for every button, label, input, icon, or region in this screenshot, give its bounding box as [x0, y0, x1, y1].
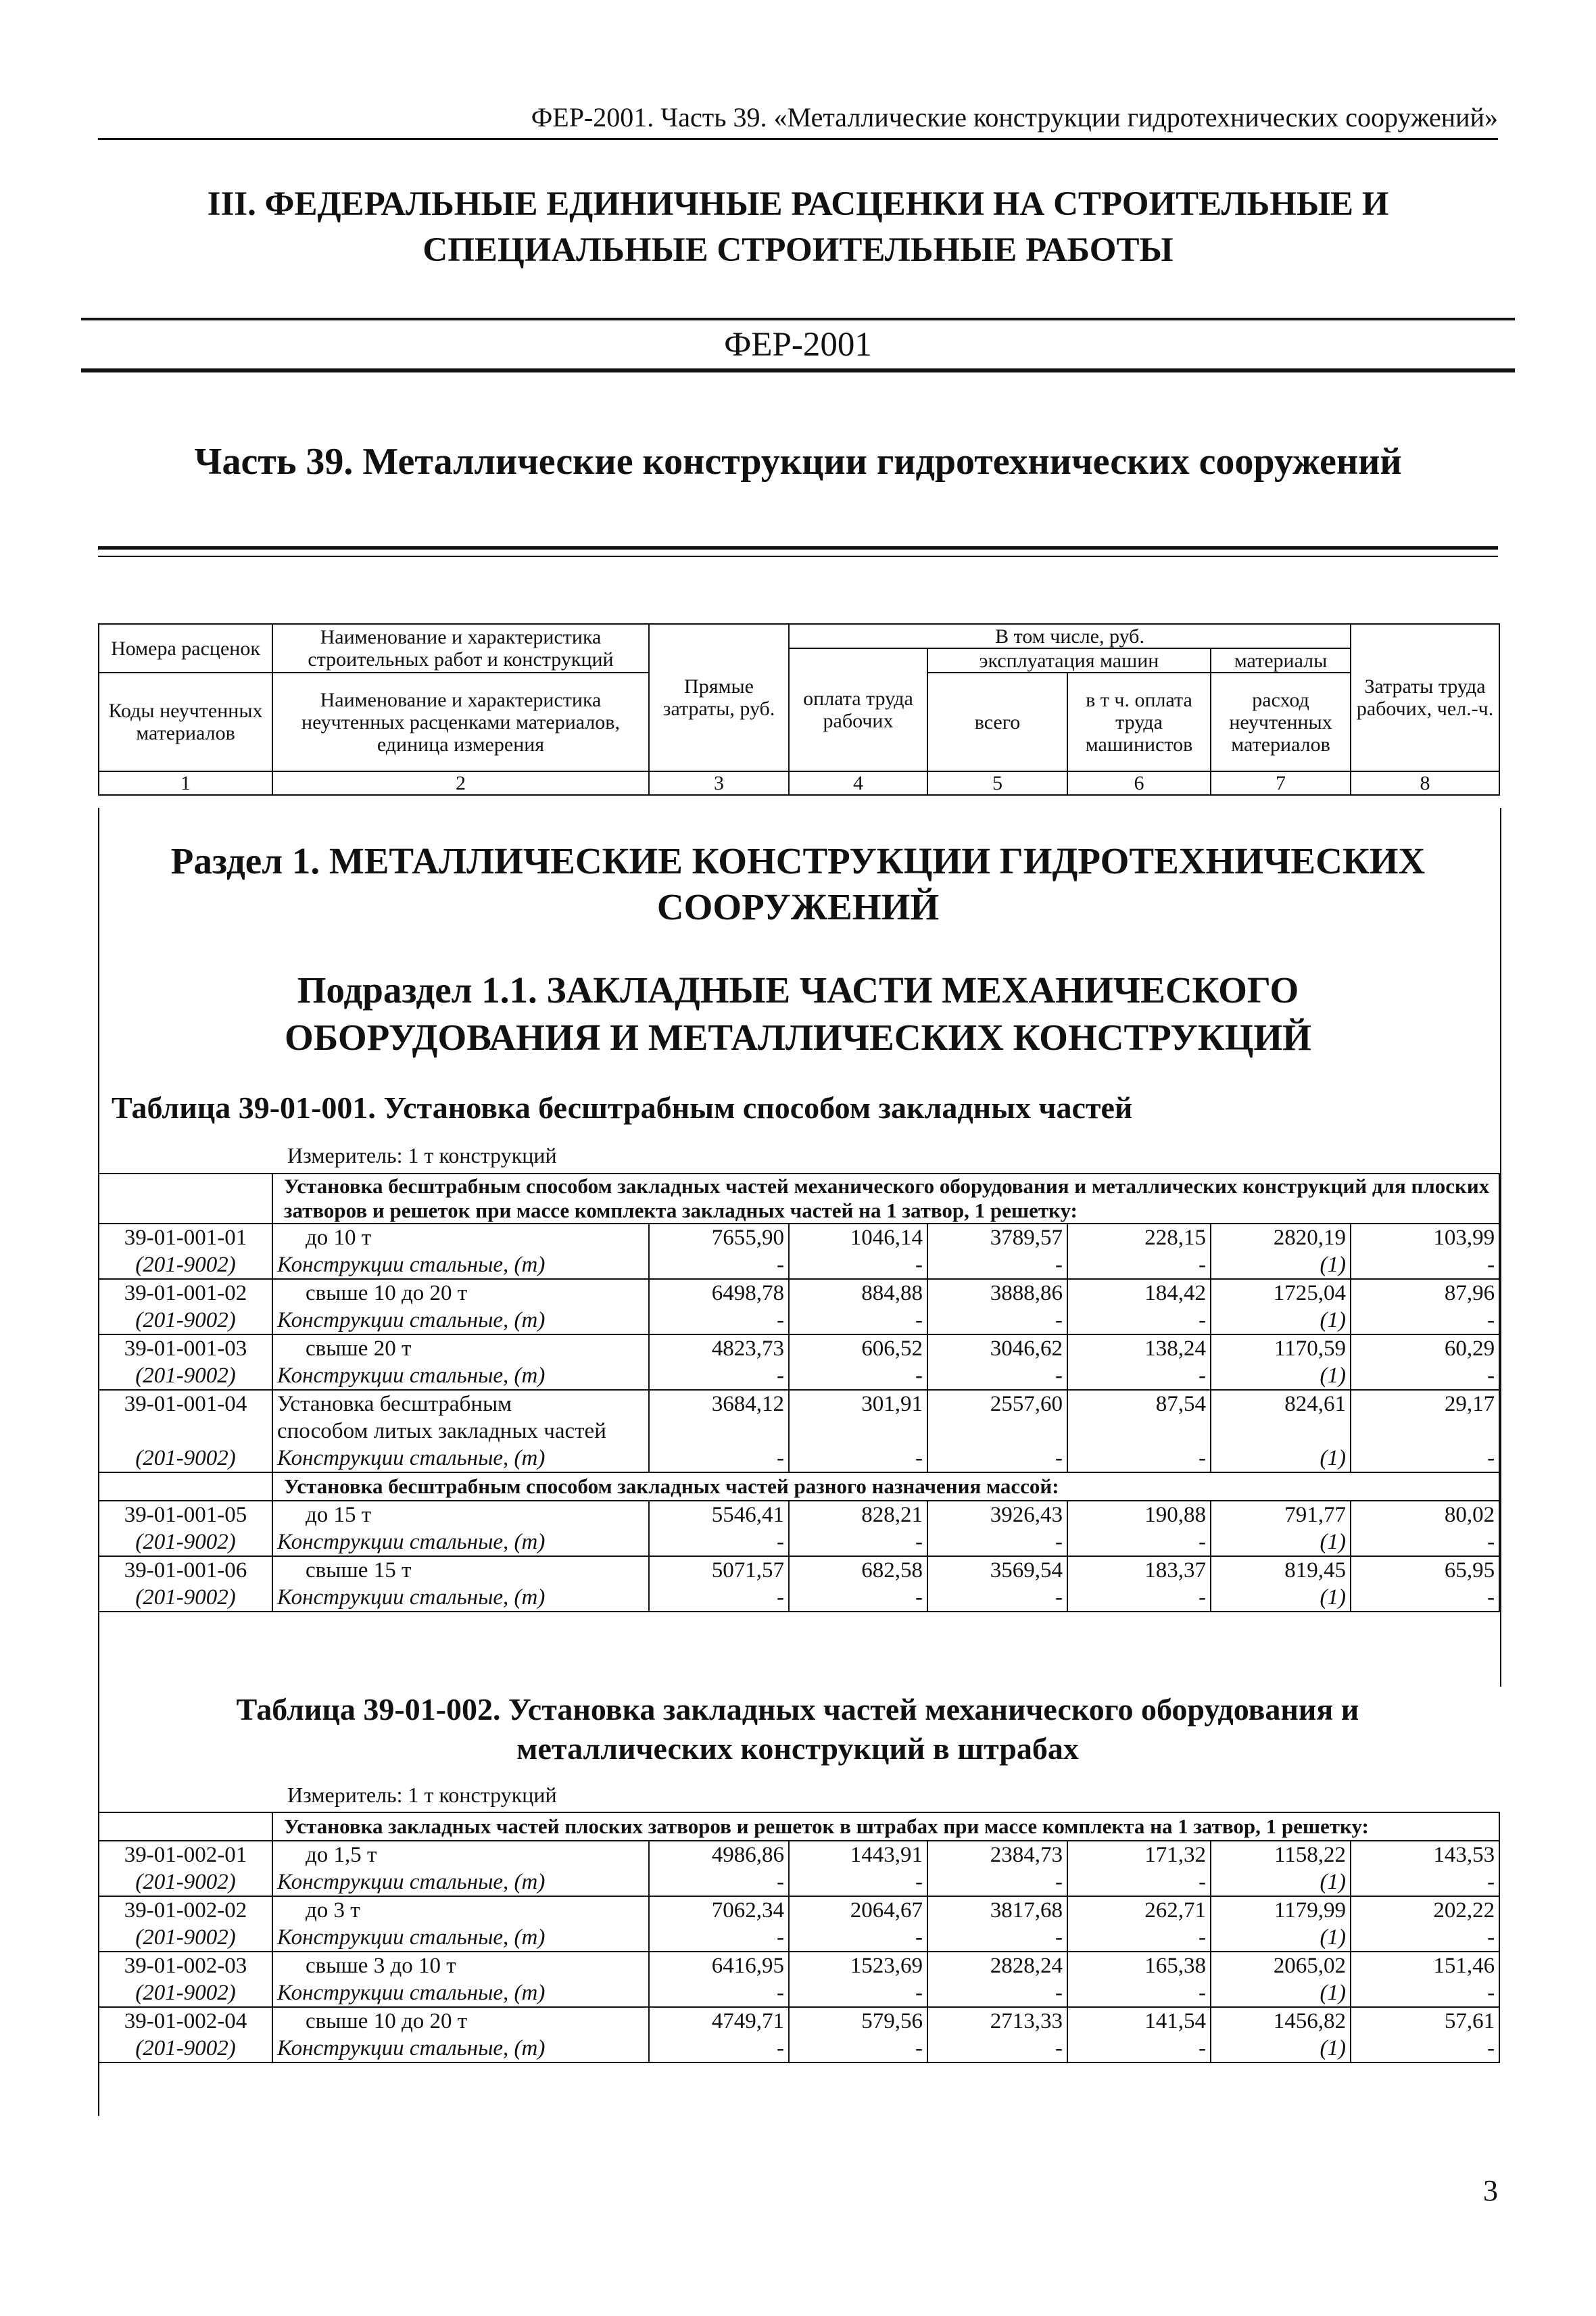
machinist-labor-cost: 228,15: [1067, 1224, 1211, 1251]
rate-code: 39-01-001-06: [99, 1556, 272, 1584]
materials-cost: 1170,59: [1211, 1334, 1351, 1362]
dash-cell: -: [927, 2035, 1067, 2062]
materials-cost: 824,61: [1211, 1390, 1351, 1418]
dash-cell: -: [1067, 1251, 1211, 1279]
machinist-labor-cost: 183,37: [1067, 1556, 1211, 1584]
labor-hours: 87,96: [1351, 1279, 1499, 1307]
dash-cell: -: [1351, 1924, 1499, 1952]
dash-cell: -: [1067, 2035, 1211, 2062]
part-title: Часть 39. Металлические конструкции гидротехнических сооружений: [194, 441, 1402, 483]
podrazdel-line1: Подраздел 1.1. ЗАКЛАДНЫЕ ЧАСТИ МЕХАНИЧЕСКОГО: [297, 969, 1299, 1011]
labor-hours: 57,61: [1351, 2007, 1499, 2035]
table-row: [99, 1952, 1499, 1979]
material-name: Конструкции стальные, (т): [272, 1924, 649, 1952]
dash-cell: -: [1351, 1307, 1499, 1334]
header-number-7: 7: [1211, 771, 1351, 795]
material-quantity: (1): [1211, 1362, 1351, 1390]
material-name: Конструкции стальные, (т): [272, 2035, 649, 2062]
dash-cell: -: [927, 1924, 1067, 1952]
dash-cell: -: [1351, 1362, 1499, 1390]
material-row: [99, 1445, 1499, 1472]
dash-cell: -: [649, 1445, 789, 1472]
material-quantity: (1): [1211, 2035, 1351, 2062]
part-rule-thick: [98, 546, 1498, 550]
dash-cell: -: [1351, 2035, 1499, 2062]
dash-cell: -: [649, 1307, 789, 1334]
material-quantity: (1): [1211, 1979, 1351, 2007]
header-col3: Прямые затраты, руб.: [649, 624, 789, 771]
header-number-3: 3: [649, 771, 789, 795]
table2-title-line2: металлических конструкций в штрабах: [516, 1731, 1079, 1766]
dash-cell: -: [649, 1979, 789, 2007]
material-row: [99, 1868, 1499, 1896]
running-header: ФЕР-2001. Часть 39. «Металлические конструкции гидротехнических сооружений»: [531, 102, 1498, 132]
material-name: Конструкции стальные, (т): [272, 1362, 649, 1390]
group-spacer: [99, 1174, 272, 1224]
machinist-labor-cost: 184,42: [1067, 1279, 1211, 1307]
dash-cell: -: [649, 1584, 789, 1612]
dash-cell: -: [1351, 1584, 1499, 1612]
table2-title: [112, 1690, 1484, 1768]
material-name: Конструкции стальные, (т): [272, 1445, 649, 1472]
rate-code: 39-01-001-04: [99, 1390, 272, 1418]
table-row: [99, 1279, 1499, 1307]
direct-cost: 6416,95: [649, 1952, 789, 1979]
labor-hours: 80,02: [1351, 1501, 1499, 1528]
rate-name: свыше 10 до 20 т: [272, 1279, 649, 1307]
machine-cost: 3926,43: [927, 1501, 1067, 1528]
dash-cell: -: [1067, 1868, 1211, 1896]
labor-cost: 682,58: [789, 1556, 927, 1584]
table-row: [99, 1841, 1499, 1868]
empty-cell: [927, 1418, 1067, 1445]
machinist-labor-cost: 190,88: [1067, 1501, 1211, 1528]
direct-cost: 4823,73: [649, 1334, 789, 1362]
dash-cell: -: [789, 1445, 927, 1472]
labor-cost: 301,91: [789, 1390, 927, 1418]
dash-cell: -: [927, 1868, 1067, 1896]
razdel-heading: [98, 838, 1498, 930]
material-name: Конструкции стальные, (т): [272, 1528, 649, 1556]
header-col6: в т ч. оплата труда машинистов: [1067, 673, 1211, 771]
header-materials: материалы: [1211, 648, 1351, 673]
header-col5: всего: [927, 673, 1067, 771]
material-row: [99, 1924, 1499, 1952]
material-row: [99, 1528, 1499, 1556]
dash-cell: -: [649, 1924, 789, 1952]
header-col1-bottom: Коды неучтенных материалов: [99, 673, 272, 771]
dash-cell: -: [1067, 1924, 1211, 1952]
machinist-labor-cost: 141,54: [1067, 2007, 1211, 2035]
materials-cost: 1158,22: [1211, 1841, 1351, 1868]
materials-cost: 1179,99: [1211, 1896, 1351, 1924]
material-row: [99, 2035, 1499, 2062]
rates-table-39-01-002: [98, 1812, 1500, 2063]
material-row: [99, 1251, 1499, 1279]
dash-cell: -: [789, 1868, 927, 1896]
direct-cost: 7655,90: [649, 1224, 789, 1251]
dash-cell: -: [789, 1307, 927, 1334]
direct-cost: 3684,12: [649, 1390, 789, 1418]
dash-cell: -: [649, 2035, 789, 2062]
empty-cell: [99, 1418, 272, 1445]
machinist-labor-cost: 262,71: [1067, 1896, 1211, 1924]
material-name: Конструкции стальные, (т): [272, 1307, 649, 1334]
material-code: (201-9002): [99, 1445, 272, 1472]
machine-cost: 3888,86: [927, 1279, 1067, 1307]
dash-cell: -: [1067, 1362, 1211, 1390]
empty-cell: [1067, 1418, 1211, 1445]
material-code: (201-9002): [99, 1979, 272, 2007]
material-code: (201-9002): [99, 1251, 272, 1279]
machinist-labor-cost: 171,32: [1067, 1841, 1211, 1868]
page-number: 3: [1483, 2174, 1498, 2207]
group-spacer: [99, 1812, 272, 1841]
dash-cell: -: [789, 1362, 927, 1390]
header-number-5: 5: [927, 771, 1067, 795]
dash-cell: -: [789, 1528, 927, 1556]
table-row: [99, 1390, 1499, 1418]
rate-name: до 15 т: [272, 1501, 649, 1528]
material-code: (201-9002): [99, 1924, 272, 1952]
material-quantity: (1): [1211, 1528, 1351, 1556]
dash-cell: -: [649, 1528, 789, 1556]
labor-cost: 828,21: [789, 1501, 927, 1528]
rate-name: до 3 т: [272, 1896, 649, 1924]
dash-cell: -: [1067, 1584, 1211, 1612]
material-quantity: (1): [1211, 1445, 1351, 1472]
rate-code: 39-01-002-03: [99, 1952, 272, 1979]
header-number-6: 6: [1067, 771, 1211, 795]
dash-cell: -: [927, 1362, 1067, 1390]
podrazdel-line2: ОБОРУДОВАНИЯ И МЕТАЛЛИЧЕСКИХ КОНСТРУКЦИЙ: [285, 1017, 1311, 1058]
material-name: Конструкции стальные, (т): [272, 1979, 649, 2007]
labor-hours: 202,22: [1351, 1896, 1499, 1924]
materials-cost: 2820,19: [1211, 1224, 1351, 1251]
dash-cell: -: [789, 2035, 927, 2062]
header-machines: эксплуатация машин: [927, 648, 1211, 673]
header-number-4: 4: [789, 771, 927, 795]
header-col1-top: Номера расценок: [99, 624, 272, 673]
direct-cost: 7062,34: [649, 1896, 789, 1924]
header-col7: расход неучтенных материалов: [1211, 673, 1351, 771]
rate-name: свыше 15 т: [272, 1556, 649, 1584]
material-name: Конструкции стальные, (т): [272, 1251, 649, 1279]
rate-name: до 10 т: [272, 1224, 649, 1251]
direct-cost: 4749,71: [649, 2007, 789, 2035]
labor-cost: 1443,91: [789, 1841, 927, 1868]
labor-cost: 884,88: [789, 1279, 927, 1307]
table-row: [99, 1896, 1499, 1924]
empty-cell: [1211, 1418, 1351, 1445]
dash-cell: -: [927, 1979, 1067, 2007]
dash-cell: -: [1067, 1528, 1211, 1556]
direct-cost: 5071,57: [649, 1556, 789, 1584]
table2-unit: Измеритель: 1 т конструкций: [287, 1783, 557, 1807]
machine-cost: 2828,24: [927, 1952, 1067, 1979]
machine-cost: 3789,57: [927, 1224, 1067, 1251]
labor-hours: 29,17: [1351, 1390, 1499, 1418]
fer-title: ФЕР-2001: [724, 326, 872, 364]
material-quantity: (1): [1211, 1924, 1351, 1952]
material-row: [99, 1307, 1499, 1334]
machine-cost: 2557,60: [927, 1390, 1067, 1418]
material-code: (201-9002): [99, 1528, 272, 1556]
material-row: [99, 1584, 1499, 1612]
material-quantity: (1): [1211, 1868, 1351, 1896]
dash-cell: -: [927, 1584, 1067, 1612]
razdel-line2: СООРУЖЕНИЙ: [656, 886, 940, 927]
part-rule-thin: [98, 556, 1498, 557]
rate-code: 39-01-002-04: [99, 2007, 272, 2035]
dash-cell: -: [1351, 1445, 1499, 1472]
header-number-2: 2: [272, 771, 649, 795]
table-row: [99, 2007, 1499, 2035]
machine-cost: 3046,62: [927, 1334, 1067, 1362]
material-quantity: (1): [1211, 1307, 1351, 1334]
labor-cost: 579,56: [789, 2007, 927, 2035]
rate-name: до 1,5 т: [272, 1841, 649, 1868]
table2-title-line1: Таблица 39-01-002. Установка закладных частей механического оборудования и: [236, 1692, 1359, 1727]
machine-cost: 3569,54: [927, 1556, 1067, 1584]
materials-cost: 791,77: [1211, 1501, 1351, 1528]
table-row: [99, 1501, 1499, 1528]
dash-cell: -: [649, 1251, 789, 1279]
dash-cell: -: [1351, 1979, 1499, 2007]
column-header-table: [98, 623, 1500, 796]
group-heading: Установка бесштрабным способом закладных частей разного назначения массой:: [272, 1472, 1499, 1501]
material-name: Конструкции стальные, (т): [272, 1868, 649, 1896]
dash-cell: -: [789, 1584, 927, 1612]
title-rule-top: [81, 318, 1515, 320]
machinist-labor-cost: 87,54: [1067, 1390, 1211, 1418]
table-row: [99, 1334, 1499, 1362]
material-code: (201-9002): [99, 1362, 272, 1390]
material-name: Конструкции стальные, (т): [272, 1584, 649, 1612]
rate-code: 39-01-001-05: [99, 1501, 272, 1528]
rate-name-line2: способом литых закладных частей: [272, 1418, 649, 1445]
direct-cost: 4986,86: [649, 1841, 789, 1868]
labor-hours: 151,46: [1351, 1952, 1499, 1979]
rate-code: 39-01-001-01: [99, 1224, 272, 1251]
empty-cell: [789, 1418, 927, 1445]
section-heading-line2: СПЕЦИАЛЬНЫЕ СТРОИТЕЛЬНЫЕ РАБОТЫ: [422, 231, 1174, 269]
header-incl: В том числе, руб.: [789, 624, 1351, 648]
labor-cost: 2064,67: [789, 1896, 927, 1924]
rate-code: 39-01-001-02: [99, 1279, 272, 1307]
dash-cell: -: [927, 1307, 1067, 1334]
dash-cell: -: [1351, 1251, 1499, 1279]
table-row: [99, 1556, 1499, 1584]
machinist-labor-cost: 165,38: [1067, 1952, 1211, 1979]
direct-cost: 6498,78: [649, 1279, 789, 1307]
header-number-8: 8: [1351, 771, 1499, 795]
labor-hours: 143,53: [1351, 1841, 1499, 1868]
material-code: (201-9002): [99, 1307, 272, 1334]
material-code: (201-9002): [99, 1584, 272, 1612]
header-col8: Затраты труда рабочих, чел.-ч.: [1351, 624, 1499, 771]
razdel-line1: Раздел 1. МЕТАЛЛИЧЕСКИЕ КОНСТРУКЦИИ ГИДРОТЕХНИЧЕСКИХ: [170, 840, 1426, 882]
material-quantity: (1): [1211, 1584, 1351, 1612]
material-quantity: (1): [1211, 1251, 1351, 1279]
rate-name: свыше 3 до 10 т: [272, 1952, 649, 1979]
dash-cell: -: [649, 1868, 789, 1896]
dash-cell: -: [1067, 1307, 1211, 1334]
dash-cell: -: [789, 1251, 927, 1279]
material-row: [99, 1979, 1499, 2007]
labor-cost: 1523,69: [789, 1952, 927, 1979]
material-code: (201-9002): [99, 1868, 272, 1896]
dash-cell: -: [1067, 1979, 1211, 2007]
dash-cell: -: [789, 1979, 927, 2007]
podrazdel-heading: [98, 967, 1498, 1061]
title-rule-bottom: [81, 368, 1515, 372]
header-col2-bottom: Наименование и характеристика неучтенных расценками материалов, единица измерения: [272, 673, 649, 771]
labor-hours: 60,29: [1351, 1334, 1499, 1362]
dash-cell: -: [927, 1528, 1067, 1556]
machine-cost: 3817,68: [927, 1896, 1067, 1924]
labor-hours: 65,95: [1351, 1556, 1499, 1584]
material-row: [99, 1362, 1499, 1390]
materials-cost: 1456,82: [1211, 2007, 1351, 2035]
dash-cell: -: [1067, 1445, 1211, 1472]
labor-hours: 103,99: [1351, 1224, 1499, 1251]
dash-cell: -: [649, 1362, 789, 1390]
dash-cell: -: [1351, 1868, 1499, 1896]
rate-code: 39-01-001-03: [99, 1334, 272, 1362]
labor-cost: 606,52: [789, 1334, 927, 1362]
material-code: (201-9002): [99, 2035, 272, 2062]
table1-title: Таблица 39-01-001. Установка бесштрабным способом закладных частей: [112, 1090, 1133, 1125]
materials-cost: 819,45: [1211, 1556, 1351, 1584]
section-heading: [98, 181, 1498, 273]
group-spacer: [99, 1472, 272, 1501]
rate-name-line1: Установка бесштрабным: [272, 1390, 649, 1418]
rate-name: свыше 20 т: [272, 1334, 649, 1362]
table-row-continuation: [99, 1418, 1499, 1445]
machine-cost: 2713,33: [927, 2007, 1067, 2035]
materials-cost: 1725,04: [1211, 1279, 1351, 1307]
dash-cell: -: [1351, 1528, 1499, 1556]
machinist-labor-cost: 138,24: [1067, 1334, 1211, 1362]
empty-cell: [1351, 1418, 1499, 1445]
labor-cost: 1046,14: [789, 1224, 927, 1251]
group-heading: Установка закладных частей плоских затворов и решеток в штрабах при массе комплекта на 1 затвор, 1 решетку:: [272, 1812, 1499, 1841]
dash-cell: -: [789, 1924, 927, 1952]
rate-name: свыше 10 до 20 т: [272, 2007, 649, 2035]
dash-cell: -: [927, 1251, 1067, 1279]
machine-cost: 2384,73: [927, 1841, 1067, 1868]
rates-table-39-01-001: [98, 1173, 1500, 1612]
table1-unit: Измеритель: 1 т конструкций: [287, 1143, 557, 1167]
rate-code: 39-01-002-01: [99, 1841, 272, 1868]
header-number-1: 1: [99, 771, 272, 795]
empty-cell: [649, 1418, 789, 1445]
group-heading: Установка бесштрабным способом закладных частей механического оборудования и металлических конструкций для плоских затворов и решеток при массе комплекта закладных частей на 1 затвор, 1 решетку:: [272, 1174, 1499, 1224]
header-col2-top: Наименование и характеристика строительных работ и конструкций: [272, 624, 649, 673]
materials-cost: 2065,02: [1211, 1952, 1351, 1979]
running-header-rule: [98, 138, 1498, 140]
table-row: [99, 1224, 1499, 1251]
rate-code: 39-01-002-02: [99, 1896, 272, 1924]
direct-cost: 5546,41: [649, 1501, 789, 1528]
dash-cell: -: [927, 1445, 1067, 1472]
header-col4: оплата труда рабочих: [789, 648, 927, 771]
section-heading-line1: III. ФЕДЕРАЛЬНЫЕ ЕДИНИЧНЫЕ РАСЦЕНКИ НА СТРОИТЕЛЬНЫЕ И: [207, 185, 1389, 223]
